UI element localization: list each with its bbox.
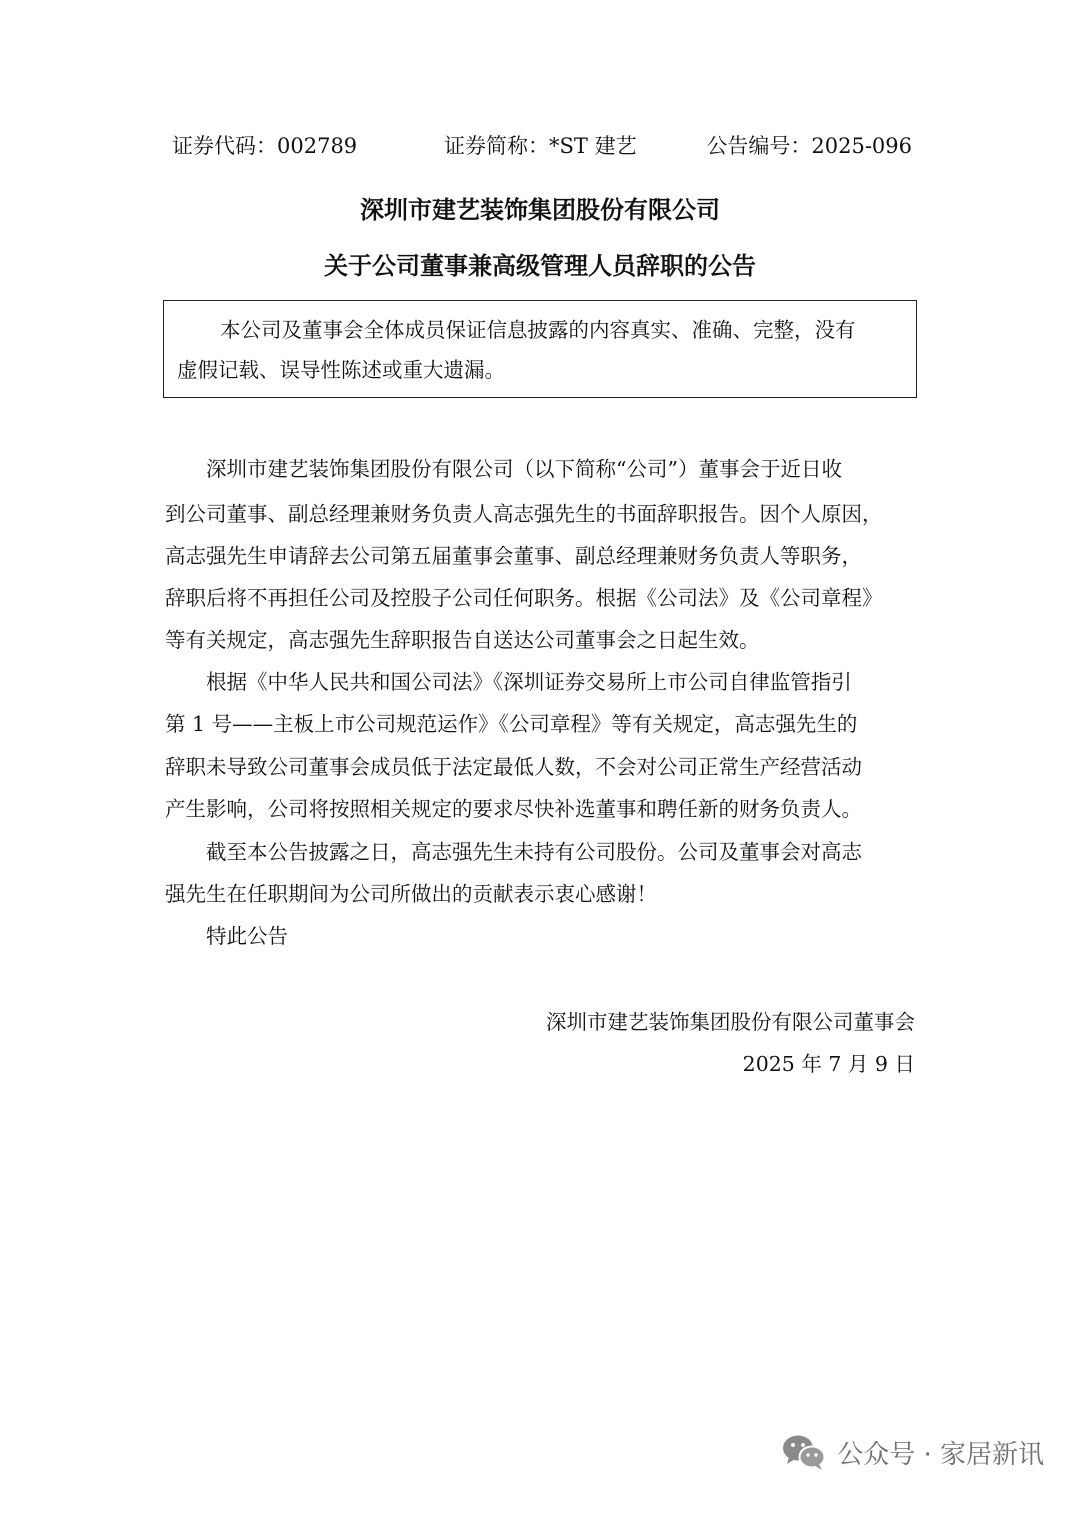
text-line: 第 1 号——主板上市公司规范运作》《公司章程》等有关规定，高志强先生的: [165, 712, 858, 736]
stock-short-name: 证券简称：*ST 建艺: [444, 134, 637, 158]
disclosure-statement-box: [163, 300, 917, 398]
text-line: 辞职后将不再担任公司及控股子公司任何职务。根据《公司法》及《公司章程》: [165, 586, 883, 610]
stock-code: 证券代码：002789: [172, 134, 358, 158]
company-title: 深圳市建艺装饰集团股份有限公司: [360, 196, 720, 224]
announcement-title: 关于公司董事兼高级管理人员辞职的公告: [324, 252, 756, 280]
text-line: 产生影响，公司将按照相关规定的要求尽快补选董事和聘任新的财务负责人。: [165, 797, 862, 821]
text-line: 强先生在任职期间为公司所做出的贡献表示衷心感谢！: [165, 882, 657, 906]
signature-date: 2025 年 7 月 9 日: [742, 1052, 915, 1076]
announcement-number: 公告编号：2025-096: [706, 134, 912, 158]
text-line: 等有关规定，高志强先生辞职报告自送达公司董事会之日起生效。: [165, 628, 760, 652]
text-line: 截至本公告披露之日，高志强先生未持有公司股份。公司及董事会对高志: [206, 840, 862, 864]
disclosure-line: 虚假记载、误导性陈述或重大遗漏。: [177, 358, 505, 382]
wechat-icon: [781, 1432, 827, 1472]
announcement-header: [172, 128, 912, 164]
text-line: 辞职未导致公司董事会成员低于法定最低人数，不会对公司正常生产经营活动: [165, 755, 862, 779]
text-line: 到公司董事、副总经理兼财务负责人高志强先生的书面辞职报告。因个人原因，: [165, 502, 883, 526]
watermark-text: 公众号 · 家居新讯: [837, 1439, 1044, 1470]
disclosure-line: 本公司及董事会全体成员保证信息披露的内容真实、准确、完整，没有: [220, 318, 856, 342]
signature-issuer: 深圳市建艺装饰集团股份有限公司董事会: [546, 1010, 915, 1034]
text-line: 深圳市建艺装饰集团股份有限公司（以下简称“公司”）董事会于近日收: [206, 457, 842, 481]
wechat-watermark: [781, 1432, 1044, 1472]
text-line: 高志强先生申请辞去公司第五届董事会董事、副总经理兼财务负责人等职务，: [165, 544, 862, 568]
closing-remark: 特此公告: [206, 924, 288, 948]
text-line: 根据《中华人民共和国公司法》《深圳证券交易所上市公司自律监管指引: [206, 670, 852, 694]
